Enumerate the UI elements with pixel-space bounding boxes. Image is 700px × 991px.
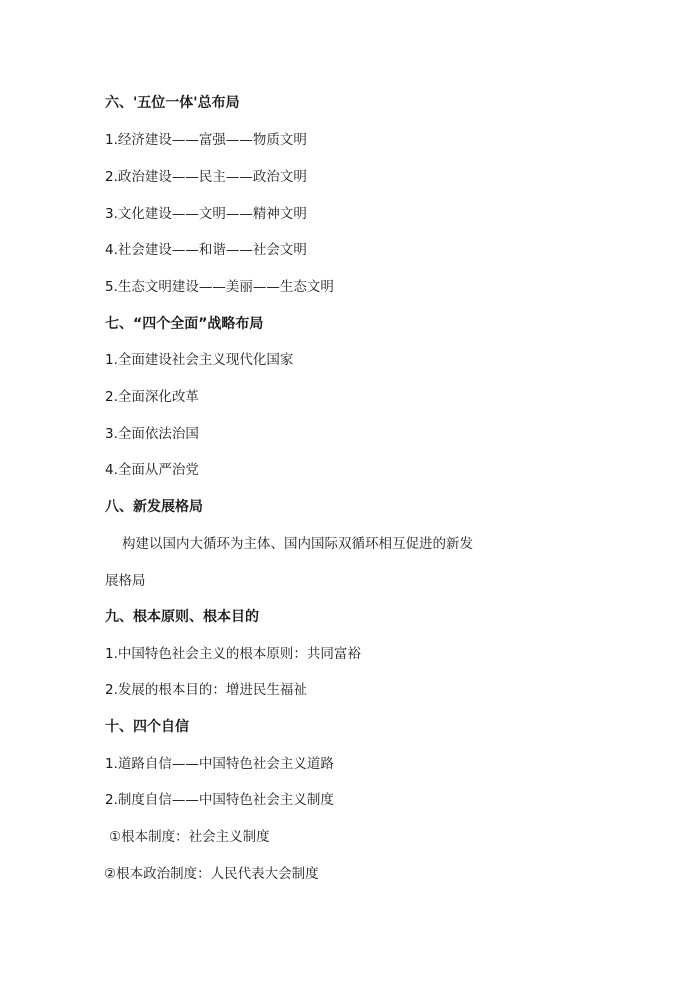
section-heading-6: 六、'五位一体'总布局 [105, 95, 240, 111]
list-item: 3.全面依法治国 [105, 426, 199, 442]
list-item: 3.文化建设——文明——精神文明 [105, 206, 307, 222]
section-heading-10: 十、四个自信 [105, 719, 189, 735]
list-item: 2.全面深化改革 [105, 389, 199, 405]
sub-list-item: ②根本政治制度：人民代表大会制度 [104, 866, 319, 882]
list-item: 4.全面从严治党 [105, 462, 199, 478]
paragraph-line: 构建以国内大循环为主体、国内国际双循环相互促进的新发 [122, 536, 473, 552]
list-item: 2.政治建设——民主——政治文明 [105, 169, 307, 185]
list-item: 5.生态文明建设——美丽——生态文明 [105, 279, 334, 295]
list-item: 2.制度自信——中国特色社会主义制度 [105, 792, 334, 808]
list-item: 4.社会建设——和谐——社会文明 [105, 242, 307, 258]
list-item: 1.全面建设社会主义现代化国家 [105, 352, 294, 368]
paragraph-line: 展格局 [105, 573, 146, 589]
list-item: 1.经济建设——富强——物质文明 [105, 132, 307, 148]
list-item: 2.发展的根本目的：增进民生福祉 [105, 682, 307, 698]
list-item: 1.道路自信——中国特色社会主义道路 [105, 756, 334, 772]
section-heading-8: 八、新发展格局 [105, 499, 203, 515]
section-heading-7: 七、“四个全面”战略布局 [105, 316, 264, 332]
sub-list-item: ①根本制度：社会主义制度 [109, 829, 270, 845]
section-heading-9: 九、根本原则、根本目的 [105, 609, 259, 625]
list-item: 1.中国特色社会主义的根本原则：共同富裕 [105, 646, 361, 662]
